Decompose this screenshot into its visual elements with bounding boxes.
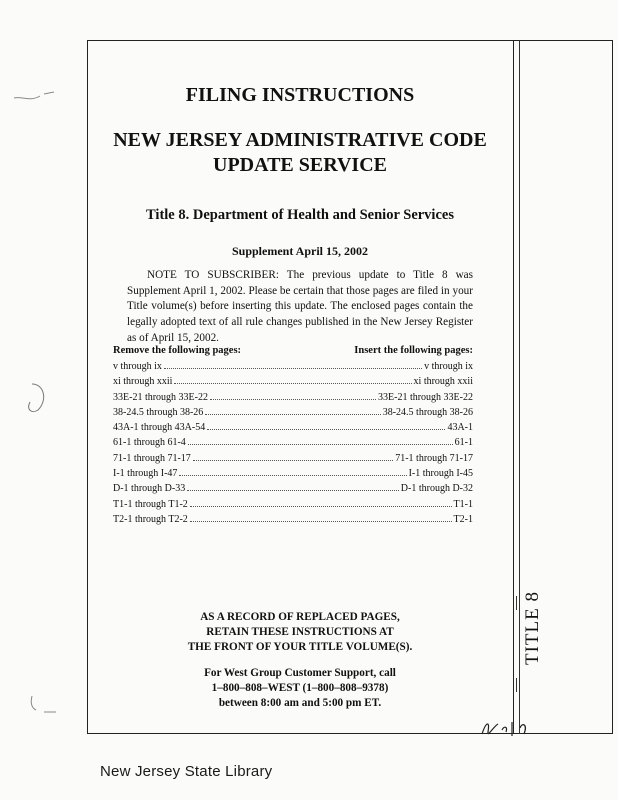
leader-dots bbox=[207, 421, 445, 430]
leader-dots bbox=[190, 498, 452, 507]
list-item bbox=[113, 406, 473, 421]
support-hours: between 8:00 am and 5:00 pm ET. bbox=[218, 697, 382, 709]
subscriber-note: NOTE TO SUBSCRIBER: The previous update to Title 8 was Supplement April 1, 2002. Please be certain that those pages are filed in your Title volume(s) before inserting this update. The enclosed pages contain the legally adopted text of all rule changes published in the New Jersey Register as of April 15, 2002. bbox=[127, 269, 473, 344]
remove-pages: 61-1 through 61-4 bbox=[113, 437, 186, 449]
leader-dots bbox=[179, 467, 406, 476]
side-tab-title: TITLE 8 bbox=[522, 590, 543, 665]
insert-header: Insert the following pages: bbox=[354, 345, 473, 356]
remove-header: Remove the following pages: bbox=[113, 345, 242, 356]
list-item bbox=[113, 375, 473, 390]
insert-pages: D-1 through D-32 bbox=[400, 483, 473, 495]
leader-dots bbox=[164, 360, 422, 369]
leader-dots bbox=[174, 375, 411, 384]
remove-pages: I-1 through I-47 bbox=[113, 468, 178, 480]
remove-pages: 33E-21 through 33E-22 bbox=[113, 391, 208, 403]
list-item bbox=[113, 467, 473, 482]
list-item bbox=[113, 452, 473, 467]
leader-dots bbox=[190, 513, 452, 522]
hole-punch-mark bbox=[20, 380, 60, 420]
support-line: For West Group Customer Support, call bbox=[204, 667, 396, 679]
support-phone: 1–800–808–WEST (1–800–808–9378) bbox=[211, 682, 389, 694]
insert-pages: v through ix bbox=[424, 361, 473, 372]
handwritten-initials bbox=[476, 712, 546, 742]
list-item bbox=[113, 360, 473, 375]
list-item bbox=[113, 391, 473, 406]
library-stamp: New Jersey State Library bbox=[100, 763, 273, 780]
list-item bbox=[113, 482, 473, 497]
remove-pages: T2-1 through T2-2 bbox=[113, 513, 188, 525]
record-line: AS A RECORD OF REPLACED PAGES, bbox=[200, 611, 400, 623]
list-item bbox=[113, 436, 473, 451]
record-notice bbox=[87, 610, 513, 655]
remove-pages: v through ix bbox=[113, 361, 162, 372]
page-title: FILING INSTRUCTIONS bbox=[185, 84, 415, 106]
insert-pages: T1-1 bbox=[453, 498, 473, 510]
remove-pages: 71-1 through 71-17 bbox=[113, 452, 191, 464]
record-line: THE FRONT OF YOUR TITLE VOLUME(S). bbox=[187, 641, 413, 653]
insert-pages: I-1 through I-45 bbox=[408, 468, 473, 480]
insert-pages: T2-1 bbox=[453, 513, 473, 525]
insert-pages: 33E-21 through 33E-22 bbox=[378, 391, 473, 403]
support-notice bbox=[87, 666, 513, 711]
tab-tick bbox=[516, 678, 517, 692]
list-item bbox=[113, 498, 473, 513]
remove-pages: T1-1 through T1-2 bbox=[113, 498, 188, 510]
page-list bbox=[113, 360, 473, 528]
leader-dots bbox=[205, 406, 380, 415]
margin-mark bbox=[26, 690, 66, 720]
insert-pages: xi through xxii bbox=[413, 376, 473, 388]
remove-pages: 43A-1 through 43A-54 bbox=[113, 422, 206, 434]
leader-dots bbox=[193, 452, 393, 461]
tab-tick bbox=[516, 596, 517, 610]
leader-dots bbox=[188, 436, 453, 445]
insert-pages: 43A-1 bbox=[447, 422, 473, 434]
remove-pages: D-1 through D-33 bbox=[113, 483, 186, 495]
leader-dots bbox=[210, 391, 376, 400]
insert-pages: 38-24.5 through 38-26 bbox=[382, 406, 473, 418]
title-heading: Title 8. Department of Health and Senior Services bbox=[146, 207, 454, 223]
leader-dots bbox=[187, 482, 399, 491]
insert-pages: 71-1 through 71-17 bbox=[395, 452, 473, 464]
tab-divider bbox=[513, 40, 514, 734]
list-item bbox=[113, 513, 473, 528]
list-header bbox=[113, 345, 473, 356]
record-line: RETAIN THESE INSTRUCTIONS AT bbox=[206, 626, 394, 638]
tab-divider-inner bbox=[519, 40, 520, 734]
code-title-line2: UPDATE SERVICE bbox=[213, 154, 387, 176]
insert-pages: 61-1 bbox=[454, 437, 473, 449]
remove-pages: 38-24.5 through 38-26 bbox=[113, 406, 204, 418]
margin-mark bbox=[10, 80, 60, 110]
list-item bbox=[113, 421, 473, 436]
supplement-date: Supplement April 15, 2002 bbox=[231, 244, 369, 258]
code-title-line1: NEW JERSEY ADMINISTRATIVE CODE bbox=[113, 129, 487, 151]
remove-pages: xi through xxii bbox=[113, 376, 173, 388]
